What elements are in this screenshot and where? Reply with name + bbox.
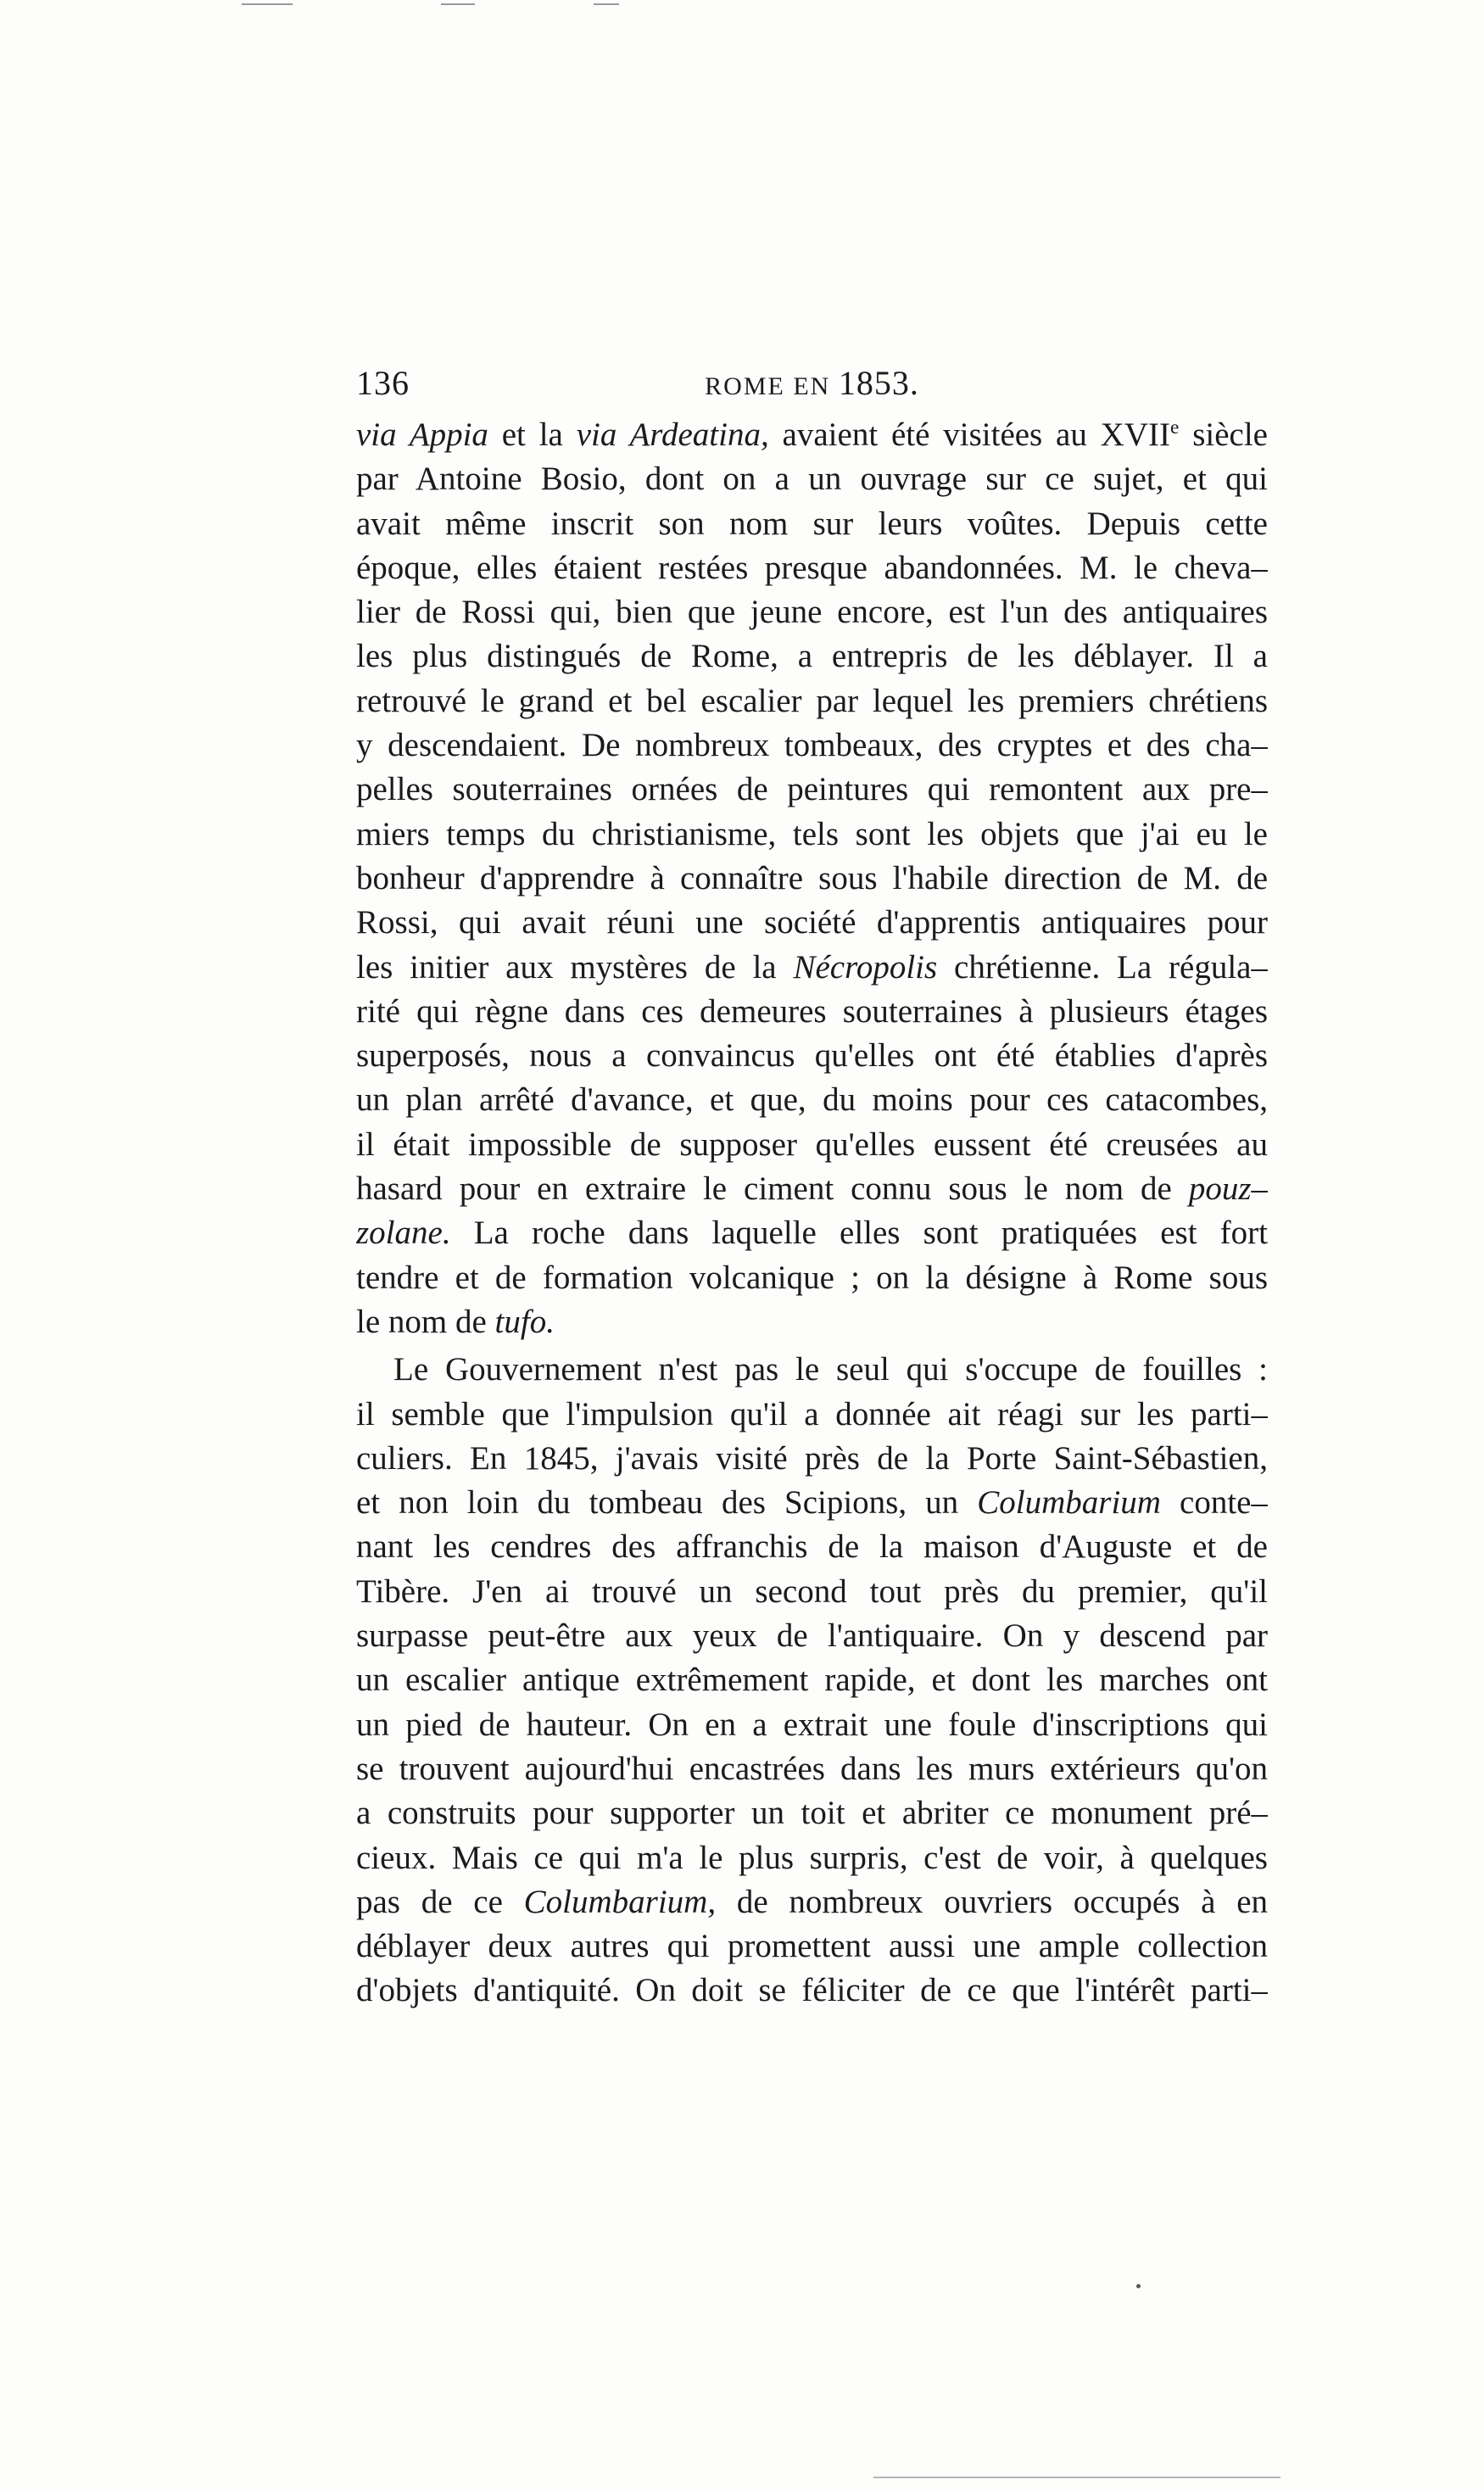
text-line: avait même inscrit son nom sur leurs voûtes. Depuis cette: [356, 505, 1268, 542]
scan-artifact: [873, 2477, 1280, 2478]
text-line: époque, elles étaient restées presque abandonnées. M. le cheva–: [356, 549, 1268, 586]
scan-artifact: [242, 3, 293, 5]
running-title-year: 1853.: [838, 364, 919, 402]
text-line: un escalier antique extrêmement rapide, et dont les marches ont: [356, 1662, 1268, 1699]
text-line: surpasse peut-être aux yeux de l'antiquaire. On y descend par: [356, 1617, 1268, 1655]
ink-speck: [1136, 2284, 1141, 2288]
text-line: nant les cendres des affranchis de la maison d'Auguste et de: [356, 1528, 1268, 1566]
text-line: les initier aux mystères de la Nécropolis chrétienne. La régula–: [356, 948, 1268, 986]
text-line: pas de ce Columbarium, de nombreux ouvriers occupés à en: [356, 1883, 1268, 1920]
text-line: via Appia et la via Ardeatina, avaient été visitées au XVIIe siècle: [356, 416, 1268, 453]
text-line: a construits pour supporter un toit et abriter ce monument pré–: [356, 1795, 1268, 1832]
text-line: Tibère. J'en ai trouvé un second tout près du premier, qu'il: [356, 1572, 1268, 1610]
text-line: le nom de tufo.: [356, 1303, 555, 1340]
text-line: Le Gouvernement n'est pas le seul qui s'occupe de fouilles :: [393, 1351, 1268, 1388]
text-line: tendre et de formation volcanique ; on la désigne à Rome sous: [356, 1259, 1268, 1296]
text-line: hasard pour en extraire le ciment connu sous le nom de pouz–: [356, 1170, 1268, 1208]
text-line: rité qui règne dans ces demeures souterraines à plusieurs étages: [356, 992, 1268, 1030]
text-line: se trouvent aujourd'hui encastrées dans les murs extérieurs qu'on: [356, 1750, 1268, 1787]
text-line: zolane. La roche dans laquelle elles sont pratiquées est fort: [356, 1215, 1268, 1252]
text-line: miers temps du christianisme, tels sont les objets que j'ai eu le: [356, 815, 1268, 852]
text-line: Rossi, qui avait réuni une société d'apprentis antiquaires pour: [356, 904, 1268, 941]
text-line: et non loin du tombeau des Scipions, un Columbarium conte–: [356, 1484, 1268, 1522]
text-line: déblayer deux autres qui promettent aussi une ample collection: [356, 1928, 1268, 1965]
scan-artifact: [594, 3, 619, 5]
text-line: lier de Rossi qui, bien que jeune encore, est l'un des antiquaires: [356, 594, 1268, 631]
scan-artifact: [441, 3, 475, 5]
text-line: pelles souterraines ornées de peintures qui remontent aux pre–: [356, 771, 1268, 808]
text-line: par Antoine Bosio, dont on a un ouvrage sur ce sujet, et qui: [356, 461, 1268, 498]
text-line: y descendaient. De nombreux tombeaux, des cryptes et des cha–: [356, 727, 1268, 764]
text-line: les plus distingués de Rome, a entrepris de les déblayer. Il a: [356, 638, 1268, 675]
text-line: cieux. Mais ce qui m'a le plus surpris, c'est de voir, à quelques: [356, 1839, 1268, 1876]
running-title: [356, 363, 1268, 403]
text-line: retrouvé le grand et bel escalier par lequel les premiers chrétiens: [356, 682, 1268, 719]
running-title-text: ROME EN: [705, 372, 839, 400]
text-line: il semble que l'impulsion qu'il a donnée ait réagi sur les parti–: [356, 1395, 1268, 1433]
page-number: 136: [356, 364, 410, 402]
text-line: il était impossible de supposer qu'elles eussent été creusées au: [356, 1125, 1268, 1163]
text-line: superposés, nous a convaincus qu'elles ont été établies d'après: [356, 1037, 1268, 1075]
running-head: [356, 356, 1268, 407]
text-line: bonheur d'apprendre à connaître sous l'habile direction de M. de: [356, 859, 1268, 896]
text-line: un pied de hauteur. On en a extrait une foule d'inscriptions qui: [356, 1706, 1268, 1743]
text-line: d'objets d'antiquité. On doit se féliciter de ce que l'intérêt parti–: [356, 1972, 1268, 2009]
body-text: [356, 413, 1268, 2013]
text-line: culiers. En 1845, j'avais visité près de la Porte Saint-Sébastien,: [356, 1439, 1268, 1477]
text-line: un plan arrêté d'avance, et que, du moins pour ces catacombes,: [356, 1081, 1268, 1119]
